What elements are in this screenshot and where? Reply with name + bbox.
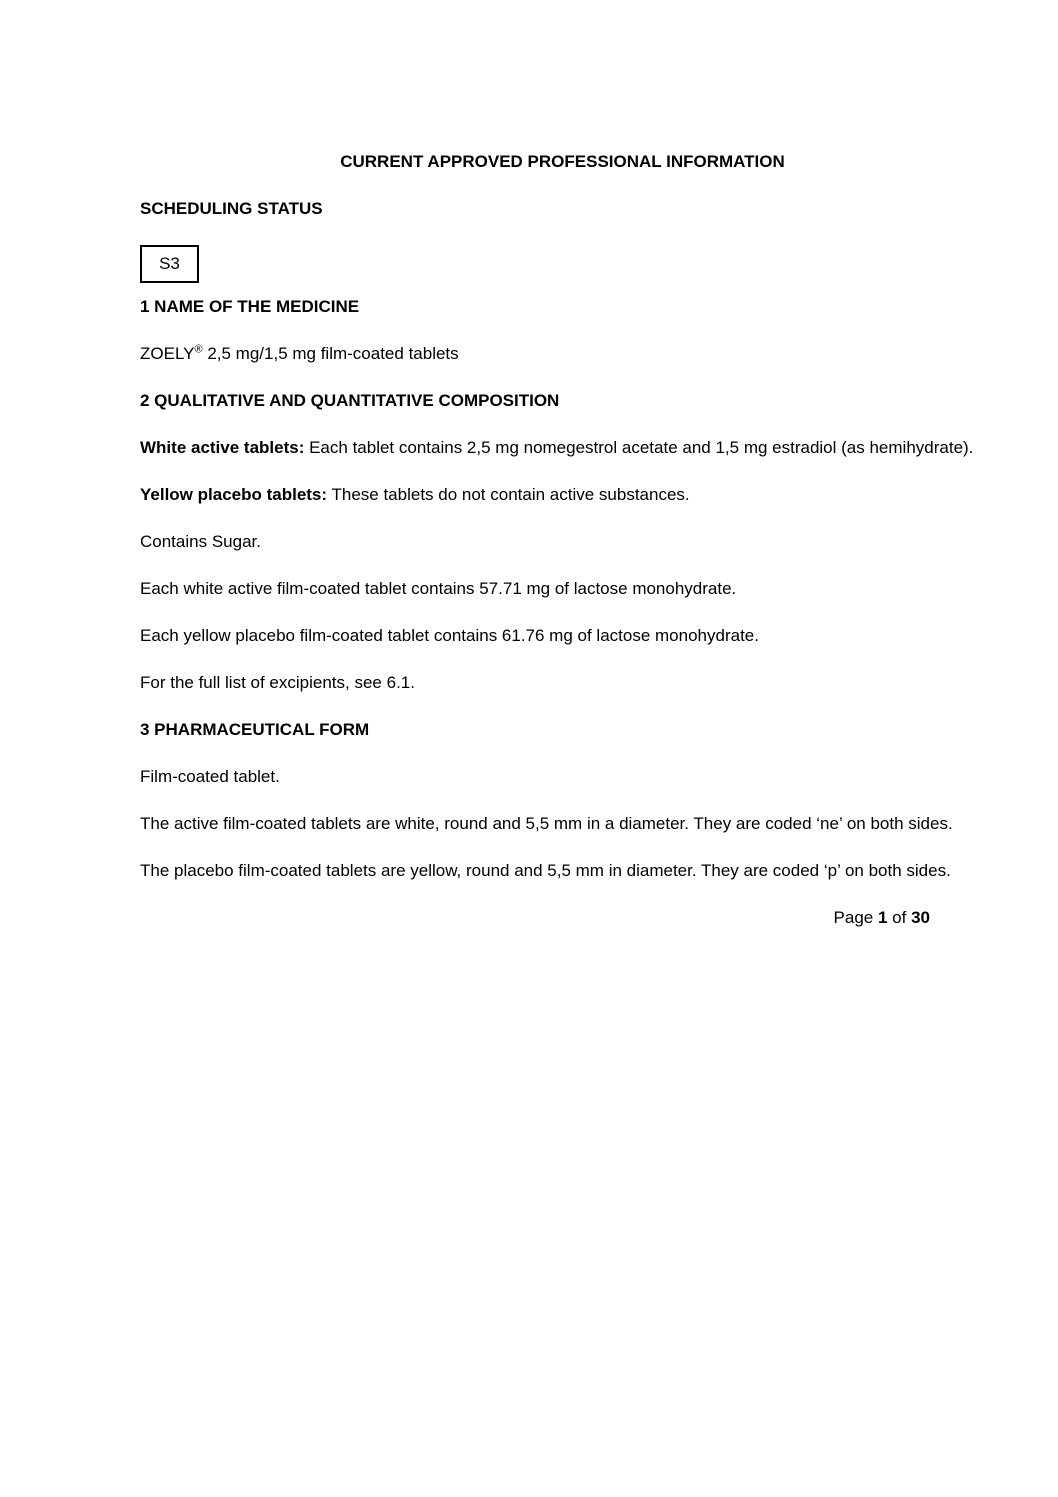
brand-name: ZOELY (140, 344, 195, 363)
excipients-note: For the full list of excipients, see 6.1. (140, 673, 415, 692)
yellow-placebo-tablets-text: These tablets do not contain active substances. (327, 485, 690, 504)
medicine-name-line (140, 330, 985, 377)
white-active-tablets-paragraph (140, 424, 985, 471)
page-number: 1 (877, 908, 888, 927)
white-active-tablets-label: White active tablets: (140, 438, 305, 457)
contains-sugar-note: Contains Sugar. (140, 532, 261, 551)
scheduling-status-heading: SCHEDULING STATUS (140, 199, 323, 218)
pharmaceutical-form-line: Film-coated tablet. (140, 767, 280, 786)
section1-heading: 1 NAME OF THE MEDICINE (140, 297, 360, 316)
page-label: Page (833, 908, 878, 927)
schedule-code: S3 (159, 254, 180, 273)
medicine-name-rest: 2,5 mg/1,5 mg film-coated tablets (202, 344, 459, 363)
active-tablets-description: The active film-coated tablets are white, round and 5,5 mm in a diameter. They are coded ‘ne’ on both sides. (140, 814, 953, 833)
placebo-tablets-description: The placebo film-coated tablets are yellow, round and 5,5 mm in diameter. They are coded ‘p’ on both sides. (140, 861, 951, 880)
yellow-placebo-tablets-paragraph (140, 471, 985, 518)
white-active-tablets-text: Each tablet contains 2,5 mg nomegestrol acetate and 1,5 mg estradiol (as hemihydrate). (304, 438, 974, 457)
of-label: of (887, 908, 912, 927)
total-pages: 30 (911, 908, 930, 927)
section3-heading: 3 PHARMACEUTICAL FORM (140, 720, 370, 739)
page-footer (140, 894, 985, 941)
lactose-yellow-note: Each yellow placebo film-coated tablet contains 61.76 mg of lactose monohydrate. (140, 626, 759, 645)
schedule-code-box (140, 245, 199, 283)
section2-heading: 2 QUALITATIVE AND QUANTITATIVE COMPOSITION (140, 391, 560, 410)
document-title: CURRENT APPROVED PROFESSIONAL INFORMATION (340, 152, 785, 171)
registered-trademark-symbol: ® (194, 343, 203, 356)
yellow-placebo-tablets-label: Yellow placebo tablets: (140, 485, 328, 504)
lactose-white-note: Each white active film-coated tablet contains 57.71 mg of lactose monohydrate. (140, 579, 737, 598)
